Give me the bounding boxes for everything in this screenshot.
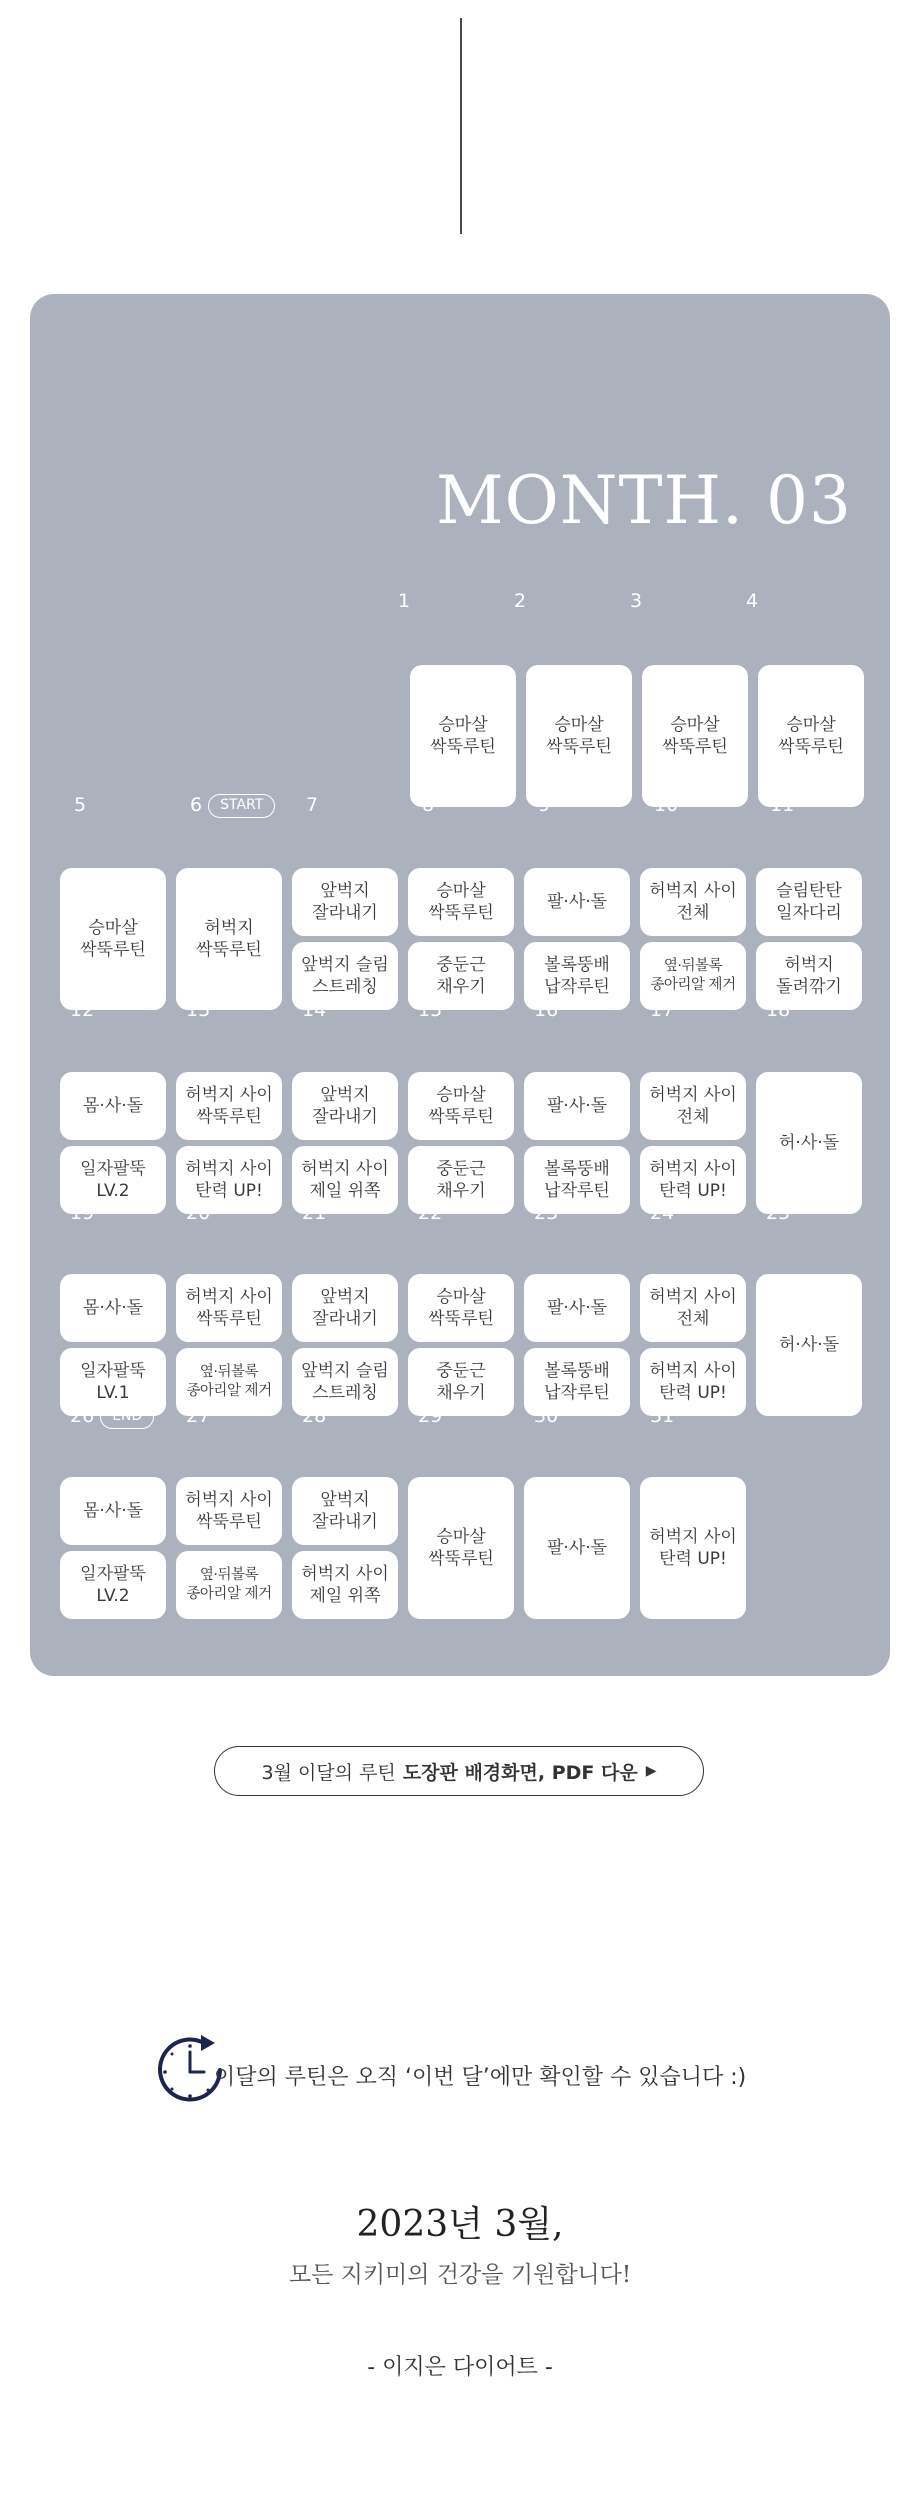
day-label: 10 — [654, 794, 679, 816]
day-label: 22 — [418, 1202, 443, 1224]
day-label: 13 — [186, 999, 211, 1021]
end-badge: END — [100, 1405, 154, 1429]
routine-cell[interactable]: 허벅지 사이 전체 — [640, 1274, 746, 1342]
routine-cell[interactable]: 옆·뒤볼록 종아리알 제거 — [176, 1551, 282, 1619]
day-label: 1 — [398, 590, 411, 612]
day-label: 16 — [534, 999, 559, 1021]
day-label: 4 — [746, 590, 759, 612]
calendar-card — [30, 294, 890, 1676]
play-arrow-icon: ▶ — [645, 1763, 657, 1779]
routine-cell[interactable]: 허벅지 사이 싹뚝루틴 — [176, 1072, 282, 1140]
day-label: 17 — [650, 999, 675, 1021]
download-label: 3월 이달의 루틴 — [261, 1761, 396, 1784]
routine-cell[interactable]: 일자팔뚝 LV.2 — [60, 1551, 166, 1619]
routine-cell[interactable]: 승마살 싹뚝루틴 — [408, 1072, 514, 1140]
routine-cell[interactable]: 옆·뒤볼록 종아리알 제거 — [640, 942, 746, 1010]
routine-cell[interactable]: 허벅지 사이 탄력 UP! — [176, 1146, 282, 1214]
routine-cell[interactable]: 팔·사·돌 — [524, 1477, 630, 1619]
routine-cell[interactable]: 승마살 싹뚝루틴 — [758, 665, 864, 807]
day-label: 11 — [770, 794, 795, 816]
day-label: 3 — [630, 590, 643, 612]
day-label: 30 — [534, 1405, 559, 1427]
routine-cell[interactable]: 몸·사·돌 — [60, 1274, 166, 1342]
day-label: 18 — [766, 999, 791, 1021]
routine-cell[interactable]: 앞벅지 잘라내기 — [292, 1072, 398, 1140]
routine-cell[interactable]: 허벅지 사이 탄력 UP! — [640, 1477, 746, 1619]
day-label: 19 — [70, 1202, 95, 1224]
day-label: 2 — [514, 590, 527, 612]
routine-cell[interactable]: 볼록뚱배 납작루틴 — [524, 942, 630, 1010]
routine-cell[interactable]: 중둔근 채우기 — [408, 1146, 514, 1214]
routine-cell[interactable]: 슬림탄탄 일자다리 — [756, 868, 862, 936]
notice — [152, 2030, 772, 2112]
routine-cell[interactable]: 승마살 싹뚝루틴 — [642, 665, 748, 807]
routine-cell[interactable]: 승마살 싹뚝루틴 — [410, 665, 516, 807]
routine-cell[interactable]: 허벅지 사이 탄력 UP! — [640, 1146, 746, 1214]
routine-cell[interactable]: 몸·사·돌 — [60, 1477, 166, 1545]
day-label: 7 — [306, 794, 319, 816]
routine-cell[interactable]: 허·사·돌 — [756, 1274, 862, 1416]
routine-cell[interactable]: 허벅지 싹뚝루틴 — [176, 868, 282, 1010]
routine-cell[interactable]: 팔·사·돌 — [524, 868, 630, 936]
routine-cell[interactable]: 볼록뚱배 납작루틴 — [524, 1348, 630, 1416]
download-pdf-button[interactable] — [214, 1746, 704, 1796]
routine-cell[interactable]: 일자팔뚝 LV.2 — [60, 1146, 166, 1214]
day-label: 6 START — [190, 794, 275, 818]
day-label: 31 — [650, 1405, 675, 1427]
footer-subtitle: 모든 지키미의 건강을 기원합니다! — [288, 2262, 632, 2288]
routine-cell[interactable]: 몸·사·돌 — [60, 1072, 166, 1140]
day-label: 21 — [302, 1202, 327, 1224]
routine-cell[interactable]: 앞벅지 잘라내기 — [292, 1477, 398, 1545]
start-badge: START — [208, 794, 275, 818]
day-label: 25 — [766, 1202, 791, 1224]
routine-cell[interactable]: 볼록뚱배 납작루틴 — [524, 1146, 630, 1214]
routine-cell[interactable]: 허벅지 사이 탄력 UP! — [640, 1348, 746, 1416]
routine-cell[interactable]: 승마살 싹뚝루틴 — [408, 868, 514, 936]
routine-cell[interactable]: 승마살 싹뚝루틴 — [526, 665, 632, 807]
routine-cell[interactable]: 허벅지 사이 전체 — [640, 1072, 746, 1140]
routine-cell[interactable]: 허벅지 돌려깎기 — [756, 942, 862, 1010]
day-label: 15 — [418, 999, 443, 1021]
day-label: 26 END — [70, 1405, 154, 1429]
routine-cell[interactable]: 허벅지 사이 싹뚝루틴 — [176, 1477, 282, 1545]
routine-cell[interactable]: 허벅지 사이 싹뚝루틴 — [176, 1274, 282, 1342]
routine-cell[interactable]: 앞벅지 슬림 스트레칭 — [292, 1348, 398, 1416]
month-title: MONTH. 03 — [436, 462, 852, 539]
routine-cell[interactable]: 옆·뒤볼록 종아리알 제거 — [176, 1348, 282, 1416]
routine-cell[interactable]: 중둔근 채우기 — [408, 1348, 514, 1416]
routine-cell[interactable]: 허·사·돌 — [756, 1072, 862, 1214]
day-label: 9 — [538, 794, 551, 816]
routine-cell[interactable]: 허벅지 사이 전체 — [640, 868, 746, 936]
routine-cell[interactable]: 앞벅지 슬림 스트레칭 — [292, 942, 398, 1010]
routine-cell[interactable]: 승마살 싹뚝루틴 — [408, 1274, 514, 1342]
routine-cell[interactable]: 앞벅지 잘라내기 — [292, 1274, 398, 1342]
footer-title: 2023년 3월, — [356, 2204, 564, 2245]
routine-cell[interactable]: 승마살 싹뚝루틴 — [60, 868, 166, 1010]
routine-cell[interactable]: 승마살 싹뚝루틴 — [408, 1477, 514, 1619]
day-label: 8 — [422, 794, 435, 816]
routine-cell[interactable]: 중둔근 채우기 — [408, 942, 514, 1010]
notice-text: 이달의 루틴은 오직 ‘이번 달’에만 확인할 수 있습니다 :) — [214, 2065, 747, 2090]
day-label: 29 — [418, 1405, 443, 1427]
routine-cell[interactable]: 팔·사·돌 — [524, 1072, 630, 1140]
day-label: 14 — [302, 999, 327, 1021]
day-label: 23 — [534, 1202, 559, 1224]
routine-cell[interactable]: 허벅지 사이 제일 위쪽 — [292, 1551, 398, 1619]
day-label: 27 — [186, 1405, 211, 1427]
routine-cell[interactable]: 팔·사·돌 — [524, 1274, 630, 1342]
download-label-bold: 도장판 배경화면, PDF 다운 — [402, 1761, 638, 1784]
routine-cell[interactable]: 일자팔뚝 LV.1 — [60, 1348, 166, 1416]
day-label: 24 — [650, 1202, 675, 1224]
day-label: 12 — [70, 999, 95, 1021]
day-label: 20 — [186, 1202, 211, 1224]
day-label: 5 — [74, 794, 87, 816]
day-label: 28 — [302, 1405, 327, 1427]
top-divider-line — [460, 18, 462, 234]
routine-cell[interactable]: 앞벅지 잘라내기 — [292, 868, 398, 936]
routine-cell[interactable]: 허벅지 사이 제일 위쪽 — [292, 1146, 398, 1214]
footer-signature: - 이지은 다이어트 - — [367, 2355, 553, 2380]
